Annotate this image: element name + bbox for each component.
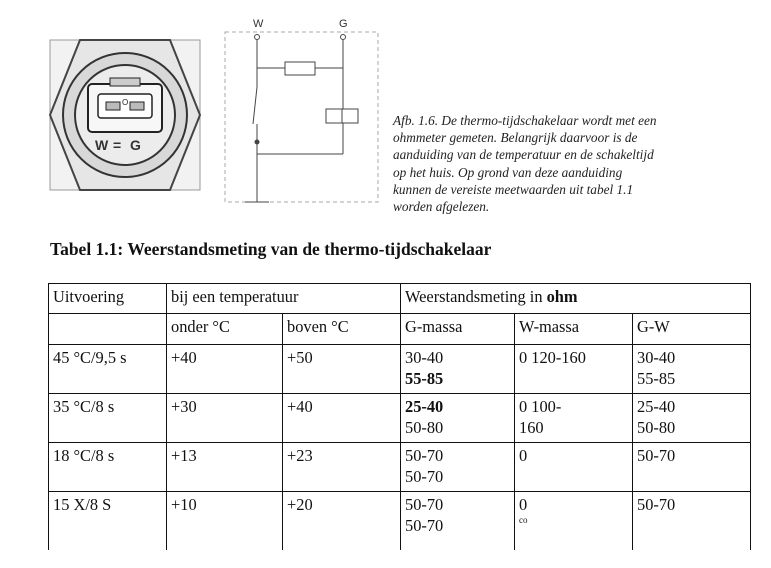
caption-line: aanduiding van de temperatuur en de schakeltijd bbox=[393, 147, 654, 163]
cell-w-massa bbox=[515, 394, 633, 443]
cell-line: 50-70 bbox=[405, 446, 444, 465]
table-row bbox=[49, 394, 751, 443]
cell-line: 50-70 bbox=[637, 446, 676, 465]
header-temperature: bij een temperatuur bbox=[167, 284, 401, 314]
cell-uitvoering: 45 °C/9,5 s bbox=[49, 345, 167, 394]
cell-line: 25-40 bbox=[637, 397, 676, 416]
cell-line: 25-40 bbox=[405, 397, 444, 416]
connector-label-w: W bbox=[95, 137, 109, 153]
cell-g-massa bbox=[401, 443, 515, 492]
cell-line: 30-40 bbox=[637, 348, 676, 367]
cell-boven: +20 bbox=[283, 492, 401, 550]
table-row bbox=[49, 492, 751, 550]
resistance-table bbox=[48, 283, 751, 550]
terminal-w-label: W bbox=[253, 18, 264, 30]
cell-g-w bbox=[633, 443, 751, 492]
connector-label-g: G bbox=[130, 137, 141, 153]
terminal-g-label: G bbox=[339, 18, 348, 30]
cell-g-massa bbox=[401, 345, 515, 394]
table-row bbox=[49, 345, 751, 394]
table-subheader-row bbox=[49, 314, 751, 345]
cell-line: 30-40 bbox=[405, 348, 444, 367]
cell-line: 55-85 bbox=[405, 369, 444, 388]
cell-g-massa bbox=[401, 394, 515, 443]
cell-line: 0 bbox=[519, 495, 528, 514]
connector-label-sep: = bbox=[113, 137, 122, 153]
cell-line: 160 bbox=[519, 418, 544, 437]
cell-line: 0 120-160 bbox=[519, 348, 586, 367]
cell-w-massa bbox=[515, 492, 633, 550]
caption-line: Afb. 1.6. De thermo-tijdschakelaar wordt met een bbox=[393, 113, 657, 128]
table-header-row bbox=[49, 284, 751, 314]
connector-label-o: O bbox=[122, 98, 129, 107]
cell-g-w bbox=[633, 394, 751, 443]
subheader-w-massa: W-massa bbox=[515, 314, 633, 345]
subheader-onder: onder °C bbox=[167, 314, 283, 345]
cell-uitvoering: 35 °C/8 s bbox=[49, 394, 167, 443]
cell-line: 50-70 bbox=[637, 495, 676, 514]
figure-caption bbox=[393, 112, 738, 215]
cell-g-w bbox=[633, 345, 751, 394]
subheader-boven: boven °C bbox=[283, 314, 401, 345]
cell-g-w bbox=[633, 492, 751, 550]
header-resistance-prefix: Weerstandsmeting in bbox=[405, 287, 547, 306]
cell-w-massa bbox=[515, 345, 633, 394]
cell-onder: +30 bbox=[167, 394, 283, 443]
cell-onder: +40 bbox=[167, 345, 283, 394]
cell-onder: +13 bbox=[167, 443, 283, 492]
caption-line: ohmmeter gemeten. Belangrijk daarvoor is de bbox=[393, 130, 638, 146]
header-resistance-unit: ohm bbox=[546, 287, 578, 306]
header-resistance bbox=[401, 284, 751, 314]
cell-line: 0 bbox=[519, 446, 528, 465]
header-uitvoering: Uitvoering bbox=[49, 284, 167, 314]
cell-line: 55-85 bbox=[637, 369, 676, 388]
caption-line: op het huis. Op grond van deze aanduiding bbox=[393, 164, 623, 180]
cell-uitvoering: 18 °C/8 s bbox=[49, 443, 167, 492]
wiring-schematic bbox=[225, 18, 378, 202]
cell-onder: +10 bbox=[167, 492, 283, 550]
subheader-empty bbox=[49, 314, 167, 345]
subheader-g-massa: G-massa bbox=[401, 314, 515, 345]
table-row bbox=[49, 443, 751, 492]
cell-line: 50-70 bbox=[405, 495, 444, 514]
cell-g-massa bbox=[401, 492, 515, 550]
connector-drawing bbox=[50, 40, 200, 190]
cell-boven: +40 bbox=[283, 394, 401, 443]
table-title: Tabel 1.1: Weerstandsmeting van de thermo-tijdschakelaar bbox=[50, 239, 492, 259]
cell-w-massa bbox=[515, 443, 633, 492]
cell-line: co bbox=[519, 515, 528, 525]
cell-boven: +50 bbox=[283, 345, 401, 394]
caption-line: worden afgelezen. bbox=[393, 199, 490, 215]
cell-line: 0 100- bbox=[519, 397, 562, 416]
cell-line: 50-80 bbox=[405, 418, 444, 437]
cell-line: 50-70 bbox=[405, 467, 444, 486]
subheader-g-w: G-W bbox=[633, 314, 751, 345]
cell-line: 50-80 bbox=[637, 418, 676, 437]
cell-line: 50-70 bbox=[405, 516, 444, 535]
caption-line: kunnen de vereiste meetwaarden uit tabel 1.1 bbox=[393, 181, 634, 197]
cell-uitvoering: 15 X/8 S bbox=[49, 492, 167, 550]
figure-illustration bbox=[40, 12, 385, 220]
cell-boven: +23 bbox=[283, 443, 401, 492]
